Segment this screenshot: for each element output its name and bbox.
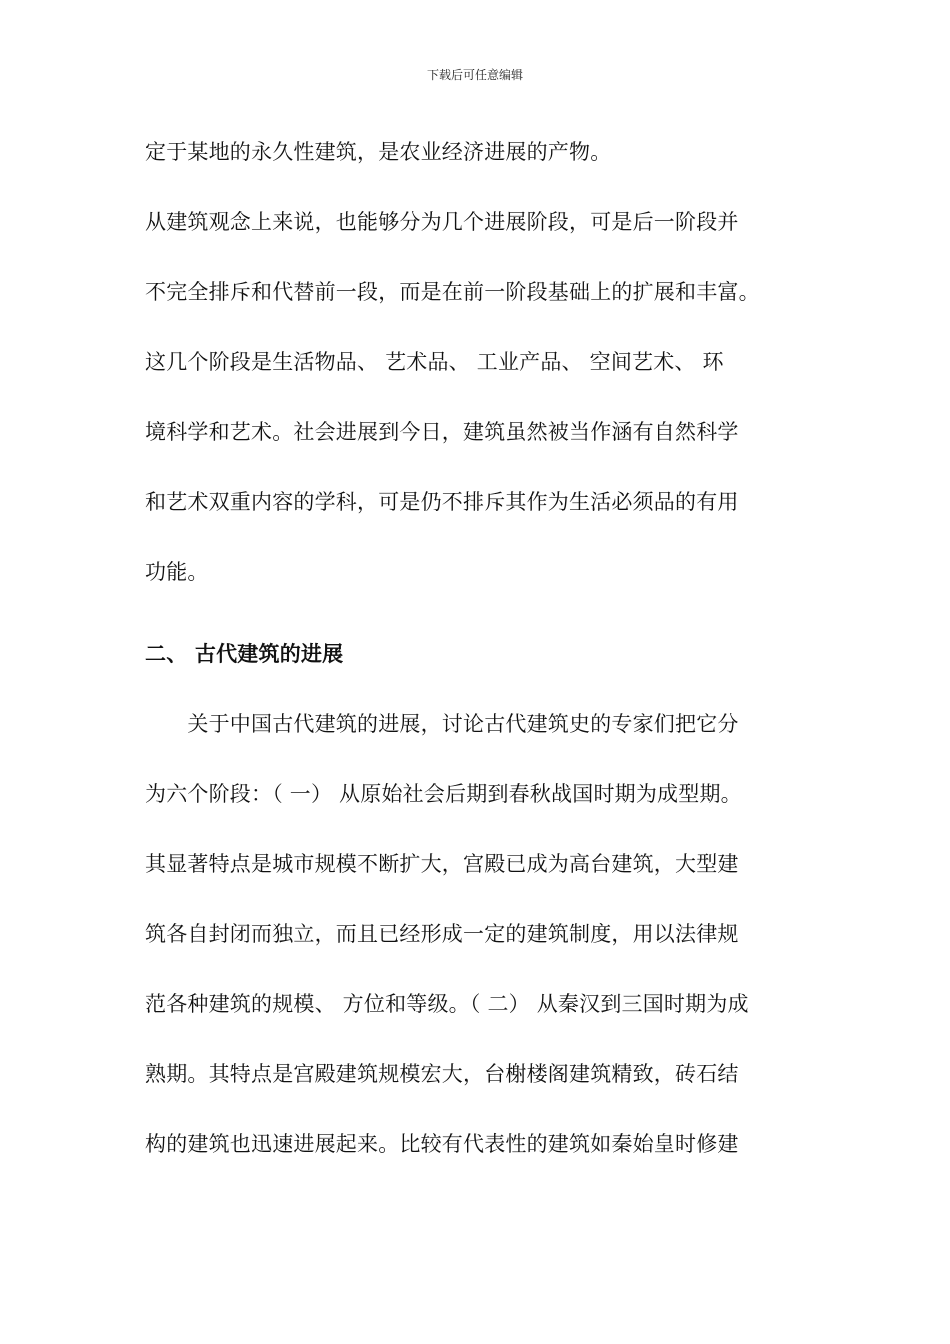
body-line: 其显著特点是城市规模不断扩大，宫殿已成为高台建筑，大型建: [145, 852, 739, 876]
body-line: 关于中国古代建筑的进展，讨论古代建筑史的专家们把它分: [145, 712, 739, 736]
page-header: 下载后可任意编辑: [426, 68, 523, 82]
body-line: 和艺术双重内容的学科，可是仍不排斥其作为生活必须品的有用: [145, 490, 739, 514]
body-line: 为六个阶段：（ 一） 从原始社会后期到春秋战国时期为成型期。: [145, 782, 742, 806]
body-line: 不完全排斥和代替前一段，而是在前一阶段基础上的扩展和丰富。: [145, 280, 760, 304]
body-line: 这几个阶段是生活物品、 艺术品、 工业产品、 空间艺术、 环: [145, 350, 724, 374]
body-line: 熟期。其特点是宫殿建筑规模宏大，台榭楼阁建筑精致，砖石结: [145, 1062, 739, 1086]
body-line: 定于某地的永久性建筑，是农业经济进展的产物。: [145, 140, 612, 164]
body-line: 筑各自封闭而独立，而且已经形成一定的建筑制度，用以法律规: [145, 922, 739, 946]
body-line: 范各种建筑的规模、 方位和等级。（ 二） 从秦汉到三国时期为成: [145, 992, 749, 1016]
body-line: 构的建筑也迅速进展起来。比较有代表性的建筑如秦始皇时修建: [145, 1132, 739, 1156]
body-line: 境科学和艺术。社会进展到今日，建筑虽然被当作涵有自然科学: [145, 420, 739, 444]
body-line: 从建筑观念上来说，也能够分为几个进展阶段，可是后一阶段并: [145, 210, 739, 234]
body-line: 功能。: [145, 560, 209, 584]
section-heading: 二、 古代建筑的进展: [145, 642, 344, 666]
